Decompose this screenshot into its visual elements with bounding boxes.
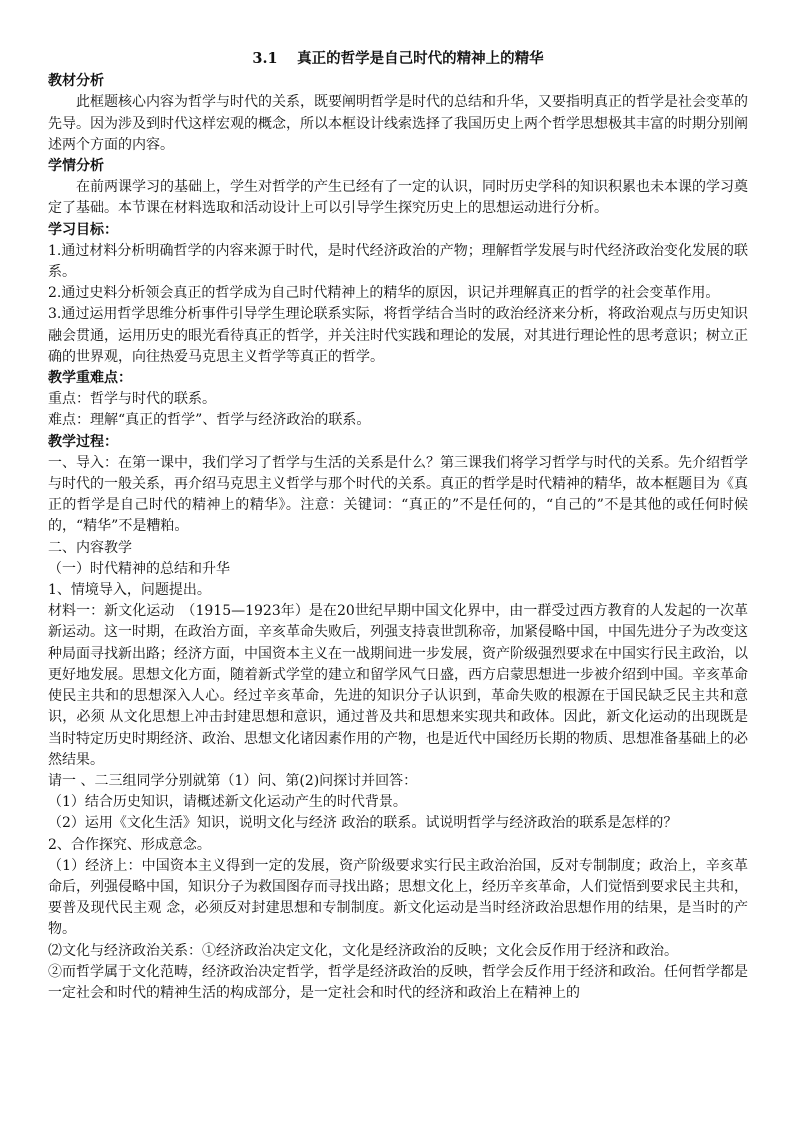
section-heading-textbook-analysis: 教材分析 [48, 73, 104, 90]
document-title: 3.1 真正的哲学是自己时代的精神上的精华 [252, 50, 544, 67]
section-heading-key-points: 教学重难点： [48, 370, 132, 387]
answer-3: ②而哲学属于文化范畴，经济政治决定哲学，哲学是经济政治的反映，哲学会反作用于经济和政治。任何哲学都是一定社会和时代的精神生活的构成部分，是一定社会和时代的经济和政治上在精神上的 [48, 963, 748, 1001]
step-one: 1、情境导入，问题提出。 [48, 582, 211, 599]
document-page [48, 48, 748, 1004]
paragraph-student-analysis: 在前两课学习的基础上，学生对哲学的产生已经有了一定的认识，同时历史学科的知识积累也未本课的学习奠定了基础。本节课在材料选取和活动设计上可以引导学生探究历史上的思想运动进行分析。 [48, 179, 748, 217]
learning-goal-1: 1.通过材料分析明确哲学的内容来源于时代，是时代经济政治的产物；理解哲学发展与时代经济政治变化发展的联系。 [48, 242, 748, 281]
task-instruction: 请一 、二三组同学分别就第（1）问、第(2)问探讨并回答： [48, 772, 418, 789]
subsection-heading: （一）时代精神的总结和升华 [48, 560, 230, 577]
learning-goal-2: 2.通过史料分析领会真正的哲学成为自己时代精神上的精华的原因，识记并理解真正的哲学的社会变革作用。 [48, 285, 720, 302]
key-point: 重点：哲学与时代的联系。 [48, 391, 216, 408]
paragraph-textbook-analysis: 此框题核心内容为哲学与时代的关系，既要阐明哲学是时代的总结和升华，又要指明真正的哲学是社会变革的先导。因为涉及到时代这样宏观的概念，所以本框设计线索选择了我国历史上两个哲学思想极其丰富的时期分别阐述两个方面的内容。 [48, 94, 748, 153]
step-two: 2、合作探究、形成意念。 [48, 836, 211, 853]
section-heading-learning-goals: 学习目标： [48, 221, 118, 238]
difficult-point: 难点：理解“真正的哲学”、哲学与经济政治的联系。 [48, 412, 371, 429]
learning-goal-3: 3.通过运用哲学思维分析事件引导学生理论联系实际，将哲学结合当时的政治经济来分析，将政治观点与历史知识融会贯通，运用历史的眼光看待真正的哲学，并关注时代实践和理论的发展，对其进行理论性的思考意识；树立正确的世界观，向往热爱马克思主义哲学等真正的哲学。 [48, 306, 748, 365]
question-1: （1）结合历史知识，请概述新文化运动产生的时代背景。 [48, 794, 407, 811]
answer-1: （1）经济上：中国资本主义得到一定的发展，资产阶级要求实行民主政治治国，反对专制制度；政治上，辛亥革命后，列强侵略中国，知识分子为救国图存而寻找出路；思想文化上，经历辛亥革命，人们觉悟到要求民主共和，要普及现代民主观 念，必须反对封建思想和专制制度。新文化运动是当时经济政治思想作用的结果，是当时的产物。 [48, 857, 748, 938]
material-one: 材料一：新文化运动 （1915—1923年）是在20世纪早期中国文化界中，由一群受过西方教育的人发起的一次革新运动。这一时期，在政治方面，辛亥革命失败后，列强支持袁世凯称帝，加紧侵略中国，中国先进分子为改变这种局面寻找新出路；经济方面，中国资本主义在一战期间进一步发展，资产阶级强烈要求在中国实行民主政治，以更好地发展。思想文化方面，随着新式学堂的建立和留学风气日盛，西方启蒙思想进一步被介绍到中国。辛亥革命使民主共和的思想深入人心。经过辛亥革命，先进的知识分子认识到，革命失败的根源在于国民缺乏民主共和意识，必须 从文化思想上冲击封建思想和意识，通过普及共和思想来实现共和政体。因此，新文化运动的出现既是当时特定历史时期经济、政治、思想文化诸因素作用的产物，也是近代中国经历长期的物质、思想准备基础上的必然结果。 [48, 603, 748, 768]
part-two-heading: 二、内容教学 [48, 539, 132, 556]
question-2: （2）运用《文化生活》知识，说明文化与经济 政治的联系。试说明哲学与经济政治的联系是怎样的？ [48, 815, 678, 832]
section-heading-student-analysis: 学情分析 [48, 158, 104, 175]
answer-2: ⑵文化与经济政治关系：①经济政治决定文化，文化是经济政治的反映；文化会反作用于经济和政治。 [48, 942, 678, 959]
section-heading-teaching-process: 教学过程： [48, 433, 118, 450]
paragraph-introduction: 一、导入：在第一课中，我们学习了哲学与生活的关系是什么？第三课我们将学习哲学与时代的关系。先介绍哲学与时代的一般关系，再介绍马克思主义哲学与那个时代的关系。真正的哲学是时代精神的精华，故本框题目为《真正的哲学是自己时代的精神上的精华》。注意：关键词：“真正的”不是任何的，“自己的”不是其他的或任何时候的，“精华”不是糟粕。 [48, 454, 748, 535]
